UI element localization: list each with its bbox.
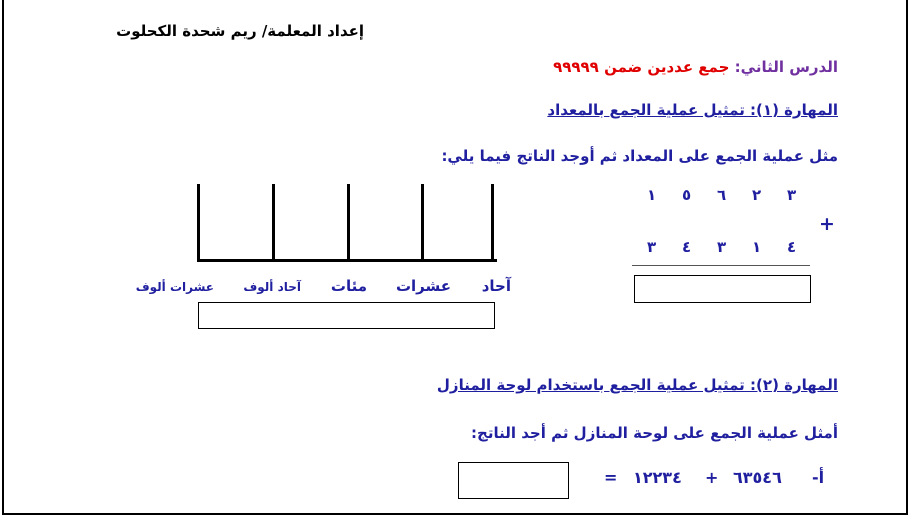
label-hundreds: مئات bbox=[330, 277, 367, 295]
abacus-rod bbox=[421, 184, 424, 262]
abacus-rod bbox=[197, 184, 200, 262]
skill2-instruction: أمثل عملية الجمع على لوحة المنازل ثم أجد الناتج: bbox=[471, 424, 838, 442]
equation-plus: + bbox=[705, 468, 719, 487]
digit: ٢ bbox=[752, 186, 762, 204]
lesson-label: الدرس الثاني: bbox=[734, 58, 838, 76]
abacus-rod bbox=[347, 184, 350, 262]
lesson-value: جمع عددين ضمن ٩٩٩٩٩ bbox=[553, 58, 730, 76]
skill1-title: المهارة (١): تمثيل عملية الجمع بالمعداد bbox=[547, 101, 838, 119]
skill2-title: المهارة (٢): تمثيل عملية الجمع باستخدام لوحة المنازل bbox=[436, 376, 838, 394]
label-ten-thousands: عشرات ألوف bbox=[135, 280, 214, 294]
label-thousands: آحاد ألوف bbox=[243, 280, 301, 294]
addition-answer-box[interactable] bbox=[634, 275, 811, 303]
equation-operand2: ١٢٢٣٤ bbox=[633, 468, 682, 487]
prepared-by: إعداد المعلمة/ ريم شحدة الكحلوت bbox=[116, 22, 364, 40]
abacus-answer-box[interactable] bbox=[198, 302, 495, 329]
digit: ٤ bbox=[682, 238, 692, 256]
skill1-instruction: مثل عملية الجمع على المعداد ثم أوجد الناتج فيما يلي: bbox=[441, 147, 838, 165]
equation-label: أ- bbox=[812, 468, 825, 487]
digit: ٥ bbox=[682, 186, 692, 204]
digit: ١ bbox=[752, 238, 762, 256]
equation-operand1: ٦٣٥٤٦ bbox=[733, 468, 782, 487]
digit: ٤ bbox=[787, 238, 797, 256]
digit: ٦ bbox=[717, 186, 727, 204]
digit: ١ bbox=[647, 186, 657, 204]
label-tens: عشرات bbox=[395, 277, 451, 295]
label-ones: آحاد bbox=[481, 277, 511, 295]
abacus-rod bbox=[272, 184, 275, 262]
plus-sign: + bbox=[819, 213, 835, 235]
equation-equals: = bbox=[604, 468, 618, 487]
lesson-title bbox=[553, 58, 838, 76]
abacus-rod bbox=[491, 184, 494, 262]
digit: ٣ bbox=[647, 238, 657, 256]
equation-answer-box[interactable] bbox=[458, 462, 569, 499]
digit: ٣ bbox=[787, 186, 797, 204]
abacus-base bbox=[197, 259, 497, 262]
sum-line bbox=[632, 265, 810, 266]
digit: ٣ bbox=[717, 238, 727, 256]
